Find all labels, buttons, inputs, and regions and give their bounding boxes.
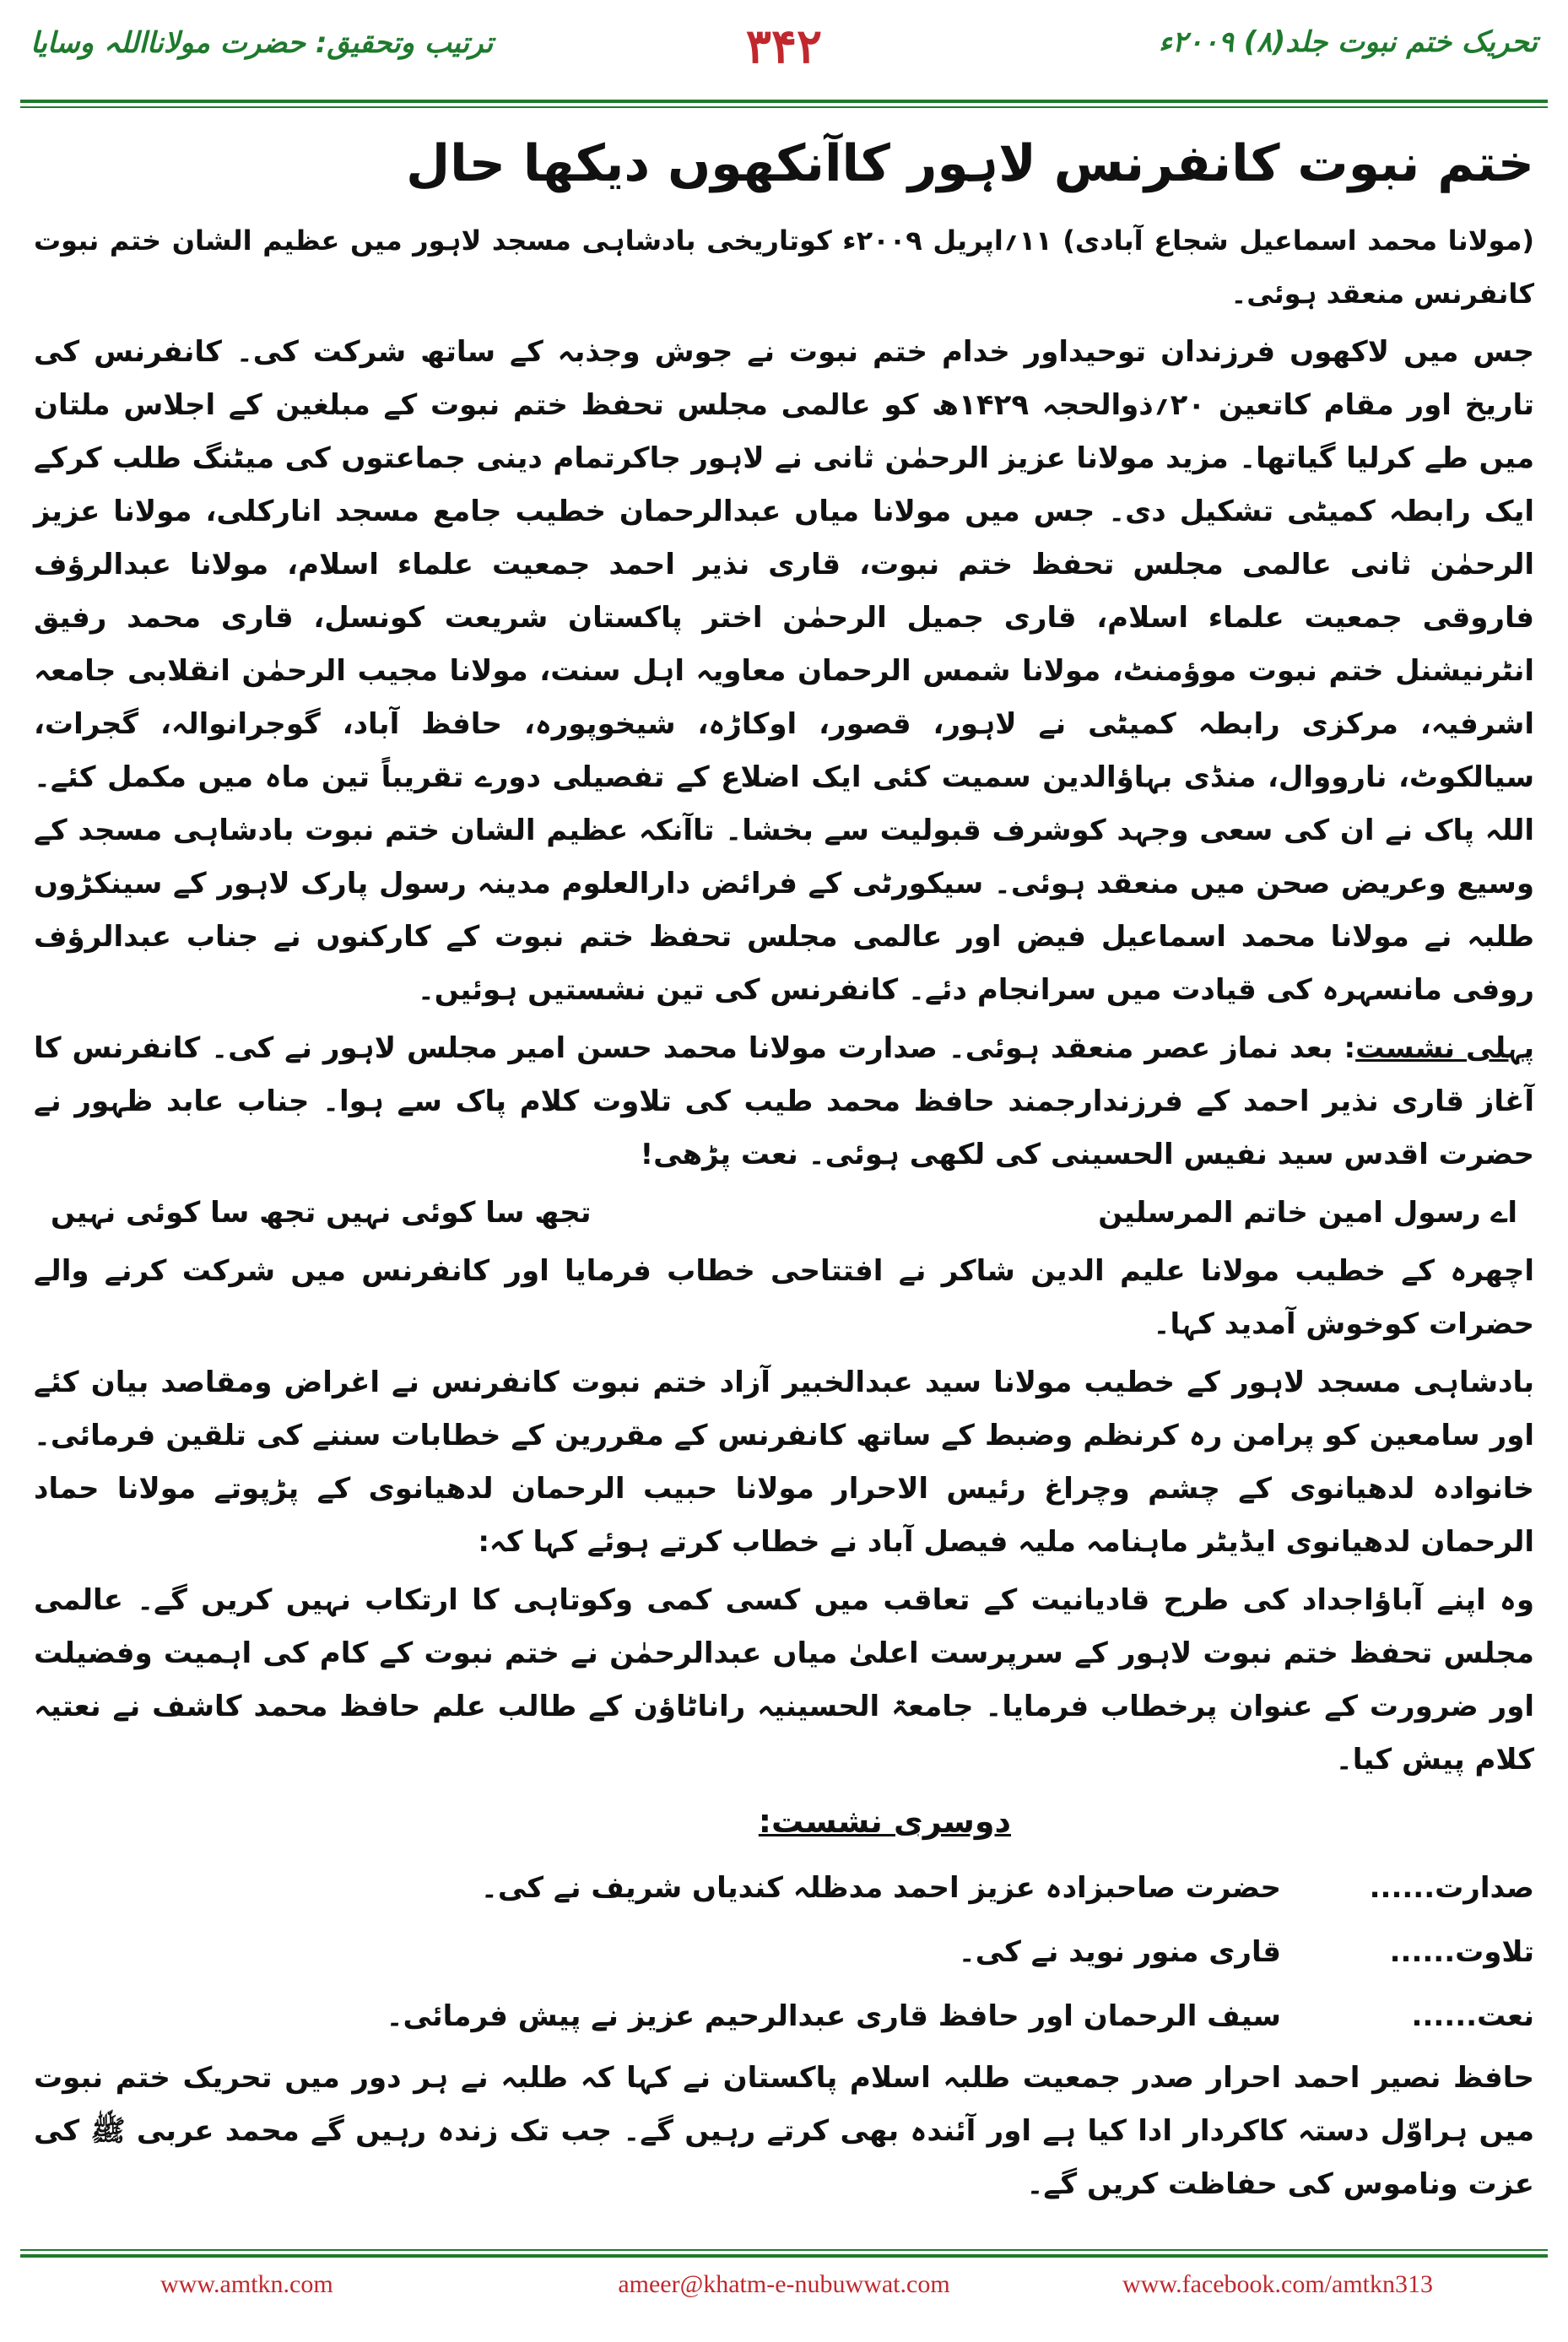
article-title: ختم نبوت کانفرنس لاہور کاآنکھوں دیکھا حال xyxy=(406,134,1534,193)
verse-second-half: تجھ سا کوئی نہیں تجھ سا کوئی نہیں xyxy=(51,1196,592,1230)
article-intro: (مولانا محمد اسماعیل شجاع آبادی) ۱۱؍اپریل ۲۰۰۹ء کوتاریخی بادشاہی مسجد لاہور میں عظیم الشان ختم نبوت کانفرنس منعقد ہوئی۔ xyxy=(34,224,1535,310)
header-divider-thin xyxy=(20,106,1548,108)
page-footer xyxy=(0,2270,1568,2312)
website-link[interactable]: www.amtkn.com xyxy=(160,2270,333,2298)
facebook-link[interactable]: www.facebook.com/amtkn313 xyxy=(1122,2270,1433,2298)
session-2-row xyxy=(34,1859,1534,1917)
page-header xyxy=(30,19,1538,95)
verse-first-half: اے رسول امین خاتم المرسلین xyxy=(1098,1196,1517,1230)
naat-verse xyxy=(51,1187,1517,1240)
session-2-row xyxy=(34,1923,1534,1981)
footer-divider xyxy=(20,2254,1548,2258)
session-1-paragraph xyxy=(34,1022,1534,1182)
session-1-label: پہلی نشست xyxy=(1355,1031,1534,1065)
paragraph-5: حافظ نصیر احمد احرار صدر جمعیت طلبہ اسلام پاکستان نے کہا کہ طلبہ نے ہر دور میں تحریک ختم نبوت میں ہراوّل دستہ کاکردار ادا کیا ہے اور آئندہ بھی کرتے رہیں گے۔ جب تک زندہ رہیں گے محمد عربی ﷺ کی عزت وناموس کی حفاظت کریں گے۔ xyxy=(34,2061,1534,2201)
header-compiler-credit: ترتیب وتحقیق: حضرت مولانااللہ وسایا xyxy=(30,26,494,60)
article-body xyxy=(34,127,1534,2215)
row-label: نعت...... xyxy=(1411,1999,1534,2033)
row-label: صدارت...... xyxy=(1369,1871,1534,1905)
session-2-heading: دوسری نشست: xyxy=(758,1803,1011,1840)
header-divider xyxy=(20,100,1548,103)
paragraph-2: اچھرہ کے خطیب مولانا علیم الدین شاکر نے افتتاحی خطاب فرمایا اور کانفرنس میں شرکت کرنے والے حضرات کوخوش آمدید کہا۔ xyxy=(34,1254,1534,1341)
row-value: قاری منور نوید نے کی۔ xyxy=(958,1935,1281,1969)
session-1-text: : بعد نماز عصر منعقد ہوئی۔ صدارت مولانا محمد حسن امیر مجلس لاہور نے کی۔ کانفرنس کا آغاز قاری نذیر احمد کے فرزندارجمند حافظ محمد طیب کی تلاوت کلام پاک سے ہوا۔ جناب عابد ظہور نے حضرت اقدس سید نفیس الحسینی کی لکھی ہوئی۔ نعت پڑھی! xyxy=(34,1031,1534,1171)
paragraph-3: بادشاہی مسجد لاہور کے خطیب مولانا سید عبدالخبیر آزاد ختم نبوت کانفرنس نے اغراض ومقاصد بیان کئے اور سامعین کو پرامن رہ کرنظم وضبط کے ساتھ کانفرنس کے مقررین کے خطابات سننے کی تلقین فرمائی۔ خانوادہ لدھیانوی کے چشم وچراغ رئیس الاحرار مولانا حبیب الرحمان لدھیانوی کے پڑپوتے مولانا حماد الرحمان لدھیانوی ایڈیٹر ماہنامہ ملیہ فیصل آباد نے خطاب کرتے ہوئے کہا کہ: xyxy=(34,1366,1534,1559)
paragraph-4: وہ اپنے آباؤاجداد کی طرح قادیانیت کے تعاقب میں کسی کمی وکوتاہی کا ارتکاب نہیں کریں گے۔ عالمی مجلس تحفظ ختم نبوت لاہور کے سرپرست اعلیٰ میاں عبدالرحمٰن نے ختم نبوت کے کام کی اہمیت وفضیلت اور ضرورت کے عنوان پرخطاب فرمایا۔ جامعۃ الحسینیہ راناٹاؤن کے طالب علم حافظ محمد کاشف نے نعتیہ کلام پیش کیا۔ xyxy=(34,1583,1534,1777)
session-2-row xyxy=(34,1988,1534,2045)
row-label: تلاوت...... xyxy=(1389,1935,1534,1969)
email-link[interactable]: ameer@khatm-e-nubuwwat.com xyxy=(618,2270,950,2298)
footer-divider-thin xyxy=(20,2249,1548,2251)
row-value: سیف الرحمان اور حافظ قاری عبدالرحیم عزیز نے پیش فرمائی۔ xyxy=(386,1999,1281,2033)
paragraph-1: جس میں لاکھوں فرزندان توحیداور خدام ختم نبوت نے جوش وجذبہ کے ساتھ شرکت کی۔ کانفرنس کی تاریخ اور مقام کاتعین ۲۰؍ذوالحجہ ۱۴۲۹ھ کو عالمی مجلس تحفظ ختم نبوت کے مبلغین کے اجلاس ملتان میں طے کرلیا گیاتھا۔ مزید مولانا عزیز الرحمٰن ثانی نے لاہور جاکرتمام دینی جماعتوں کی میٹنگ طلب کرکے ایک رابطہ کمیٹی تشکیل دی۔ جس میں مولانا میاں عبدالرحمان خطیب جامع مسجد انارکلی، مولانا عزیز الرحمٰن ثانی عالمی مجلس تحفظ ختم نبوت، قاری نذیر احمد جمعیت علماء اسلام، مولانا عبدالرؤف فاروقی جمعیت علماء اسلام، قاری جمیل الرحمٰن اختر پاکستان شریعت کونسل، قاری محمد رفیق انٹرنیشنل ختم نبوت موؤمنٹ، مولانا شمس الرحمان معاویہ اہل سنت، مولانا مجیب الرحمٰن انقلابی جامعہ اشرفیہ، مرکزی رابطہ کمیٹی نے لاہور، قصور، اوکاڑہ، شیخوپورہ، حافظ آباد، گوجرانوالہ، گجرات، سیالکوٹ، نارووال، منڈی بہاؤالدین سمیت کئی ایک اضلاع کے تفصیلی دورے تقریباً تین ماہ میں مکمل کئے۔ اللہ پاک نے ان کی سعی وجہد کوشرف قبولیت سے بخشا۔ تاآنکہ عظیم الشان ختم نبوت بادشاہی مسجد کے وسیع وعریض صحن میں منعقد ہوئی۔ سیکورٹی کے فرائض دارالعلوم مدینہ رسول پارک لاہور کے سینکڑوں طلبہ نے مولانا محمد اسماعیل فیض اور عالمی مجلس تحفظ ختم نبوت کے کارکنوں نے جناب عبدالرؤف روفی مانسہرہ کی قیادت میں سرانجام دئے۔ کانفرنس کی تین نشستیں ہوئیں۔ xyxy=(34,335,1535,1007)
page-number: ۳۴۲ xyxy=(745,19,823,74)
row-value: حضرت صاحبزادہ عزیز احمد مدظلہ کندیاں شریف نے کی۔ xyxy=(480,1871,1281,1905)
header-book-title: تحریک ختم نبوت جلد(۸) ۲۰۰۹ء xyxy=(1158,25,1538,59)
